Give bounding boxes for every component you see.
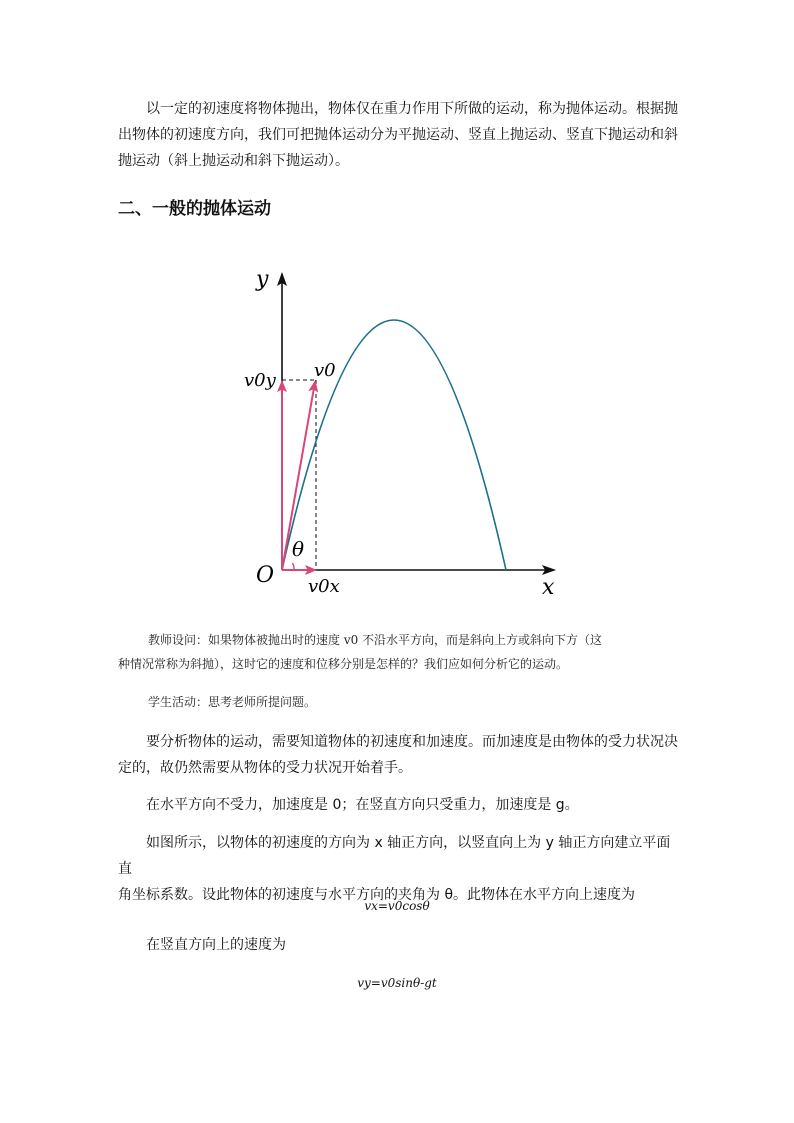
analysis-line-1: 要分析物体的运动，需要知道物体的初速度和加速度。而加速度是由物体的受力状况决: [146, 734, 678, 750]
coordinates-line-1: 如图所示，以物体的初速度的方向为 x 轴正方向，以竖直向上为 y 轴正方向建立平面直: [118, 835, 671, 877]
coordinates-paragraph: [118, 830, 678, 908]
projectile-diagram: [238, 258, 568, 610]
vertical-velocity-intro: 在竖直方向上的速度为: [146, 937, 286, 953]
formula-vx: vx=v0cosθ: [364, 899, 430, 913]
intro-line-1: 以一定的初速度将物体抛出，物体仅在重力作用下所做的运动，称为抛体运动。根据抛: [146, 101, 678, 117]
formula-vy: vy=v0sinθ-gt: [357, 976, 437, 990]
teacher-question-line-2: 种情况常称为斜抛），这时它的速度和位移分别是怎样的？我们应如何分析它的运动。: [118, 657, 569, 671]
teacher-question: [118, 628, 678, 676]
theta-arc: [293, 563, 295, 570]
x-axis-label: x: [542, 575, 555, 600]
analysis-line-2: 定的，故仍然需要从物体的受力状况开始着手。: [118, 760, 412, 776]
teacher-question-line-1: 教师设问：如果物体被抛出时的速度 v0 不沿水平方向，而是斜向上方或斜向下方（这: [148, 633, 603, 647]
intro-line-2: 出物体的初速度方向，我们可把抛体运动分为平抛运动、竖直上抛运动、竖直下抛运动和斜: [118, 127, 678, 143]
v0-label: v0: [314, 360, 336, 381]
intro-paragraph: [118, 96, 678, 174]
y-axis-label: y: [256, 267, 269, 292]
v0y-label: v0y: [244, 370, 276, 391]
student-activity: 学生活动：思考老师所提问题。: [148, 695, 317, 709]
v0x-label: v0x: [308, 576, 340, 597]
intro-line-3: 抛运动（斜上抛运动和斜下抛运动）。: [118, 153, 349, 169]
analysis-paragraph: [118, 729, 678, 781]
trajectory-curve: [282, 320, 506, 570]
section-heading: 二、一般的抛体运动: [118, 199, 271, 219]
origin-label: O: [256, 563, 275, 588]
coordinates-line-2: 角坐标系数。设此物体的初速度与水平方向的夹角为 θ。此物体在水平方向上速度为: [118, 887, 636, 903]
forces-paragraph: 在水平方向不受力，加速度是 0；在竖直方向只受重力，加速度是 g。: [146, 797, 579, 813]
theta-label: θ: [292, 537, 305, 561]
projectile-figure: [238, 258, 568, 610]
